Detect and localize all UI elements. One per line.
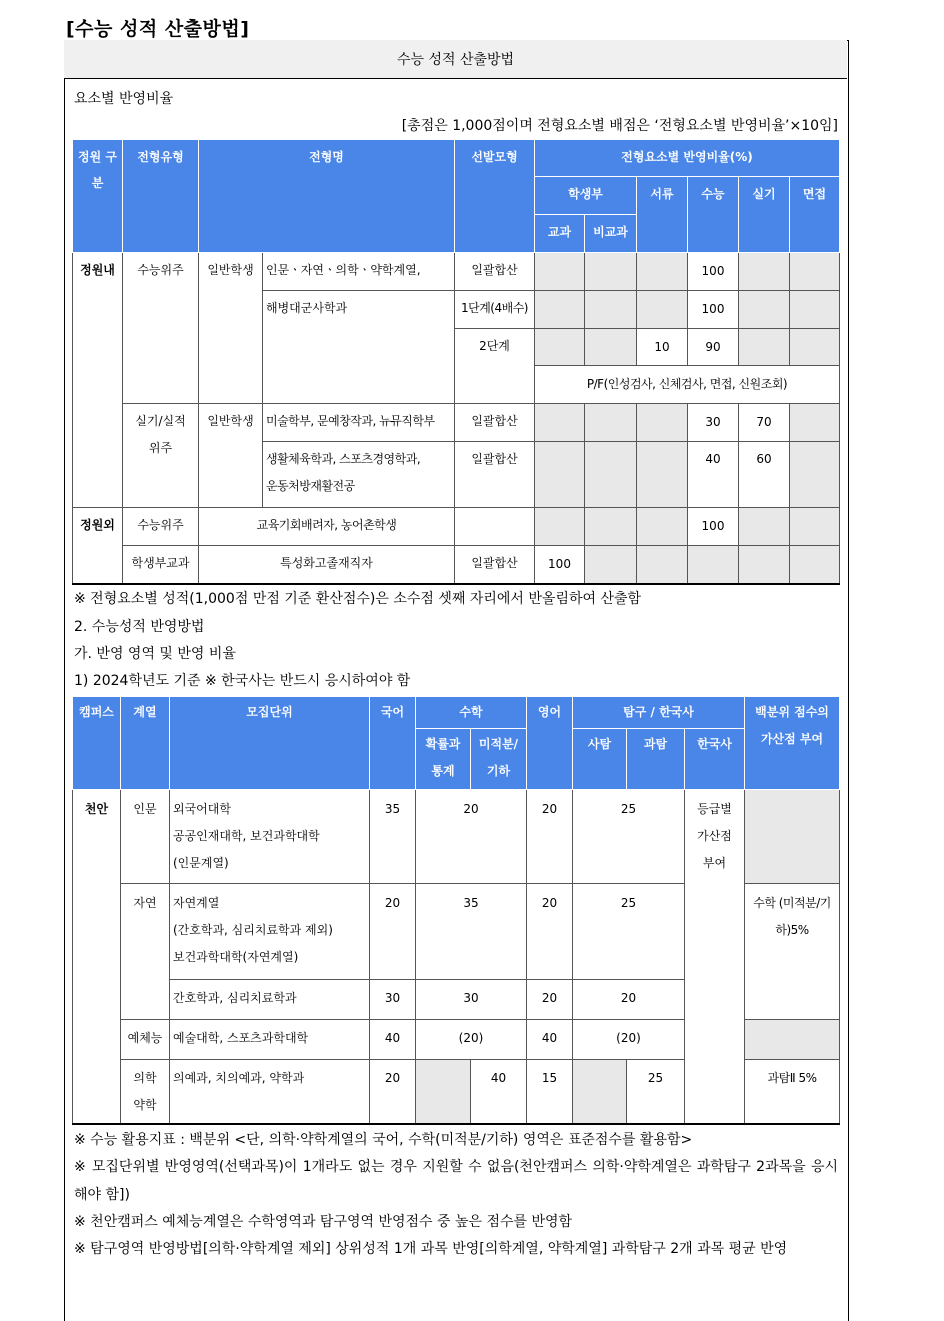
r7-name: 교육기회배려자, 농어촌학생 <box>199 508 455 546</box>
quota-in-cell: 정원내 <box>73 253 123 508</box>
note-rounding: ※ 전형요소별 성적(1,000점 만점 기준 환산점수)은 소수점 셋째 자리에서 반올림하여 산출함 <box>74 591 642 607</box>
unit-nursing: 간호학과, 심리치료학과 <box>170 980 370 1020</box>
r3-documents: 10 <box>637 329 688 366</box>
r3-curricular <box>535 329 585 366</box>
section-subtitle-areas: 가. 반영 영역 및 반영 비율 <box>74 646 236 662</box>
r7-documents <box>637 508 688 546</box>
nursing-english: 20 <box>527 980 573 1020</box>
r5-suneung: 30 <box>688 404 739 442</box>
r7-model <box>455 508 535 546</box>
r8-model: 일괄합산 <box>455 546 535 584</box>
r6-interview <box>790 442 840 508</box>
r2-name: 해병대군사학과 <box>263 291 455 404</box>
humanities-english: 20 <box>527 790 573 884</box>
natural-bonus: 수학 (미적분/기하)5% <box>745 884 840 1020</box>
hdr-history: 한국사 <box>685 729 745 790</box>
hdr-social: 사탐 <box>573 729 627 790</box>
suneung-area-table <box>72 696 840 1125</box>
quota-out-cell: 정원외 <box>73 508 123 584</box>
r8-practical <box>739 546 790 584</box>
hdr-curricular: 교과 <box>535 215 585 253</box>
r3-model: 2단계 <box>455 329 535 404</box>
unit-humanities-line-2: 공공인재대학, 보건과학대학 <box>173 829 320 843</box>
unit-natural-line-2: (간호학과, 심리치료학과 제외) <box>173 923 333 937</box>
medical-bonus: 과탐Ⅱ 5% <box>745 1060 840 1124</box>
hdr-noncurricular: 비교과 <box>585 215 637 253</box>
hdr-suneung: 수능 <box>688 177 739 253</box>
total-score-note: [총점은 1,000점이며 전형요소별 배점은 ‘전형요소별 반영비율’×10임] <box>401 118 838 134</box>
r6-documents <box>637 442 688 508</box>
note-inquiry: ※ 탐구영역 반영방법[의학·약학계열 제외] 상위성적 1개 과목 반영[의학계열, 약학계열] 과학탐구 2개 과목 평균 반영 <box>74 1241 788 1257</box>
r1-noncurricular <box>585 253 637 291</box>
r6-practical: 60 <box>739 442 790 508</box>
arts-bonus <box>745 1020 840 1060</box>
natural-math: 35 <box>416 884 527 980</box>
note-required-areas: ※ 모집단위별 반영영역(선택과목)이 1개라도 없는 경우 지원할 수 없음(천안캠퍼스 의학·약학계열은 과학탐구 2과목을 응시해야 함]) <box>74 1159 838 1203</box>
r3-interview <box>790 329 840 366</box>
arts-math: (20) <box>416 1020 527 1060</box>
hdr-interview: 면접 <box>790 177 840 253</box>
unit-natural <box>170 884 370 980</box>
hdr-name: 전형명 <box>199 140 455 253</box>
medical-korean: 20 <box>370 1060 416 1124</box>
section-year-note: 1) 2024학년도 기준 ※ 한국사는 반드시 응시하여야 함 <box>74 673 411 689</box>
hdr-category: 정원 구분 <box>73 140 123 253</box>
r6-suneung: 40 <box>688 442 739 508</box>
hdr-track: 계열 <box>121 697 170 790</box>
r5-noncurricular <box>585 404 637 442</box>
hdr-english: 영어 <box>527 697 573 790</box>
hdr-model: 선발모형 <box>455 140 535 253</box>
humanities-korean: 35 <box>370 790 416 884</box>
arts-english: 40 <box>527 1020 573 1060</box>
r8-documents <box>637 546 688 584</box>
medical-calc: 40 <box>471 1060 527 1124</box>
hdr-math: 수학 <box>416 697 527 729</box>
r1-practical <box>739 253 790 291</box>
r6-name: 생활체육학과, 스포츠경영학과, 운동처방재활전공 <box>263 442 455 508</box>
unit-arts: 예술대학, 스포츠과학대학 <box>170 1020 370 1060</box>
r2-documents <box>637 291 688 329</box>
humanities-math: 20 <box>416 790 527 884</box>
suneung-focus-cell: 수능위주 <box>123 253 199 404</box>
hdr-korean: 국어 <box>370 697 416 790</box>
hdr-ratio: 전형요소별 반영비율(%) <box>535 140 840 177</box>
campus-cell: 천안 <box>73 790 121 1124</box>
track-medical: 의학 약학 <box>121 1060 170 1124</box>
hdr-unit: 모집단위 <box>170 697 370 790</box>
medical-social <box>573 1060 627 1124</box>
r7-noncurricular <box>585 508 637 546</box>
r7-practical <box>739 508 790 546</box>
medical-english: 15 <box>527 1060 573 1124</box>
hdr-practical: 실기 <box>739 177 790 253</box>
r7-suneung: 100 <box>688 508 739 546</box>
track-arts: 예체능 <box>121 1020 170 1060</box>
frame-title: 수능 성적 산출방법 <box>64 40 847 79</box>
nursing-math: 30 <box>416 980 527 1020</box>
humanities-inquiry: 25 <box>573 790 685 884</box>
r8-suneung <box>688 546 739 584</box>
hdr-documents: 서류 <box>637 177 688 253</box>
hdr-science: 과탐 <box>627 729 685 790</box>
r2-practical <box>739 291 790 329</box>
track-humanities: 인문 <box>121 790 170 884</box>
r5-practical: 70 <box>739 404 790 442</box>
r1-interview <box>790 253 840 291</box>
unit-medical: 의예과, 치의예과, 약학과 <box>170 1060 370 1124</box>
r5-interview <box>790 404 840 442</box>
r2-model: 1단계(4배수) <box>455 291 535 329</box>
medical-science: 25 <box>627 1060 685 1124</box>
r1-model: 일괄합산 <box>455 253 535 291</box>
page-heading: [수능 성적 산출방법] <box>66 18 250 40</box>
r7-curricular <box>535 508 585 546</box>
ratio-table <box>72 139 840 585</box>
unit-humanities-line-3: (인문계열) <box>173 856 229 870</box>
hdr-prob: 확률과 통계 <box>416 729 471 790</box>
r6-noncurricular <box>585 442 637 508</box>
hdr-calc: 미적분/ 기하 <box>471 729 527 790</box>
unit-humanities-line-1: 외국어대학 <box>173 802 231 816</box>
history-note: 등급별 가산점 부여 <box>685 790 745 1124</box>
r2-interview <box>790 291 840 329</box>
hdr-type: 전형유형 <box>123 140 199 253</box>
humanities-bonus <box>745 790 840 884</box>
hdr-student-record: 학생부 <box>535 177 637 215</box>
r5-documents <box>637 404 688 442</box>
arts-inquiry: (20) <box>573 1020 685 1060</box>
r7-interview <box>790 508 840 546</box>
hdr-bonus: 백분위 점수의 가산점 부여 <box>745 697 840 790</box>
r1-documents <box>637 253 688 291</box>
r5-curricular <box>535 404 585 442</box>
r3-practical <box>739 329 790 366</box>
r7-type: 수능위주 <box>123 508 199 546</box>
practical-focus-cell: 실기/실적 위주 <box>123 404 199 508</box>
track-natural: 자연 <box>121 884 170 1020</box>
natural-english: 20 <box>527 884 573 980</box>
r2-noncurricular <box>585 291 637 329</box>
note-arts: ※ 천안캠퍼스 예체능계열은 수학영역과 탐구영역 반영점수 중 높은 점수를 반영함 <box>74 1214 573 1230</box>
r5-model: 일괄합산 <box>455 404 535 442</box>
r6-model: 일괄합산 <box>455 442 535 508</box>
r3-noncurricular <box>585 329 637 366</box>
natural-inquiry: 25 <box>573 884 685 980</box>
r3-suneung: 90 <box>688 329 739 366</box>
r2-suneung: 100 <box>688 291 739 329</box>
r8-interview <box>790 546 840 584</box>
nursing-korean: 30 <box>370 980 416 1020</box>
unit-natural-line-1: 자연계열 <box>173 896 220 910</box>
r5-name: 미술학부, 문예창작과, 뉴뮤직학부 <box>263 404 455 442</box>
r1-suneung: 100 <box>688 253 739 291</box>
general-cell-2: 일반학생 <box>199 404 263 508</box>
natural-korean: 20 <box>370 884 416 980</box>
medical-prob <box>416 1060 471 1124</box>
r2-curricular <box>535 291 585 329</box>
nursing-inquiry: 20 <box>573 980 685 1020</box>
section-label-ratio: 요소별 반영비율 <box>74 91 174 107</box>
section-title-method: 2. 수능성적 반영방법 <box>74 619 205 635</box>
note-index: ※ 수능 활용지표 : 백분위 <단, 의학·약학계열의 국어, 수학(미적분/기하) 영역은 표준점수를 활용함> <box>74 1132 693 1148</box>
unit-natural-line-3: 보건과학대학(자연계열) <box>173 950 299 964</box>
general-cell-1: 일반학생 <box>199 253 263 404</box>
r8-name: 특성화고졸재직자 <box>199 546 455 584</box>
r8-noncurricular <box>585 546 637 584</box>
r1-name: 인문ㆍ자연ㆍ의학ㆍ약학계열, <box>263 253 455 291</box>
r8-curricular: 100 <box>535 546 585 584</box>
unit-humanities <box>170 790 370 884</box>
arts-korean: 40 <box>370 1020 416 1060</box>
hdr-inquiry: 탐구 / 한국사 <box>573 697 745 729</box>
r8-type: 학생부교과 <box>123 546 199 584</box>
r1-curricular <box>535 253 585 291</box>
r4-pass-fail: P/F(인성검사, 신체검사, 면접, 신원조회) <box>535 366 840 404</box>
hdr-campus: 캠퍼스 <box>73 697 121 790</box>
r6-curricular <box>535 442 585 508</box>
